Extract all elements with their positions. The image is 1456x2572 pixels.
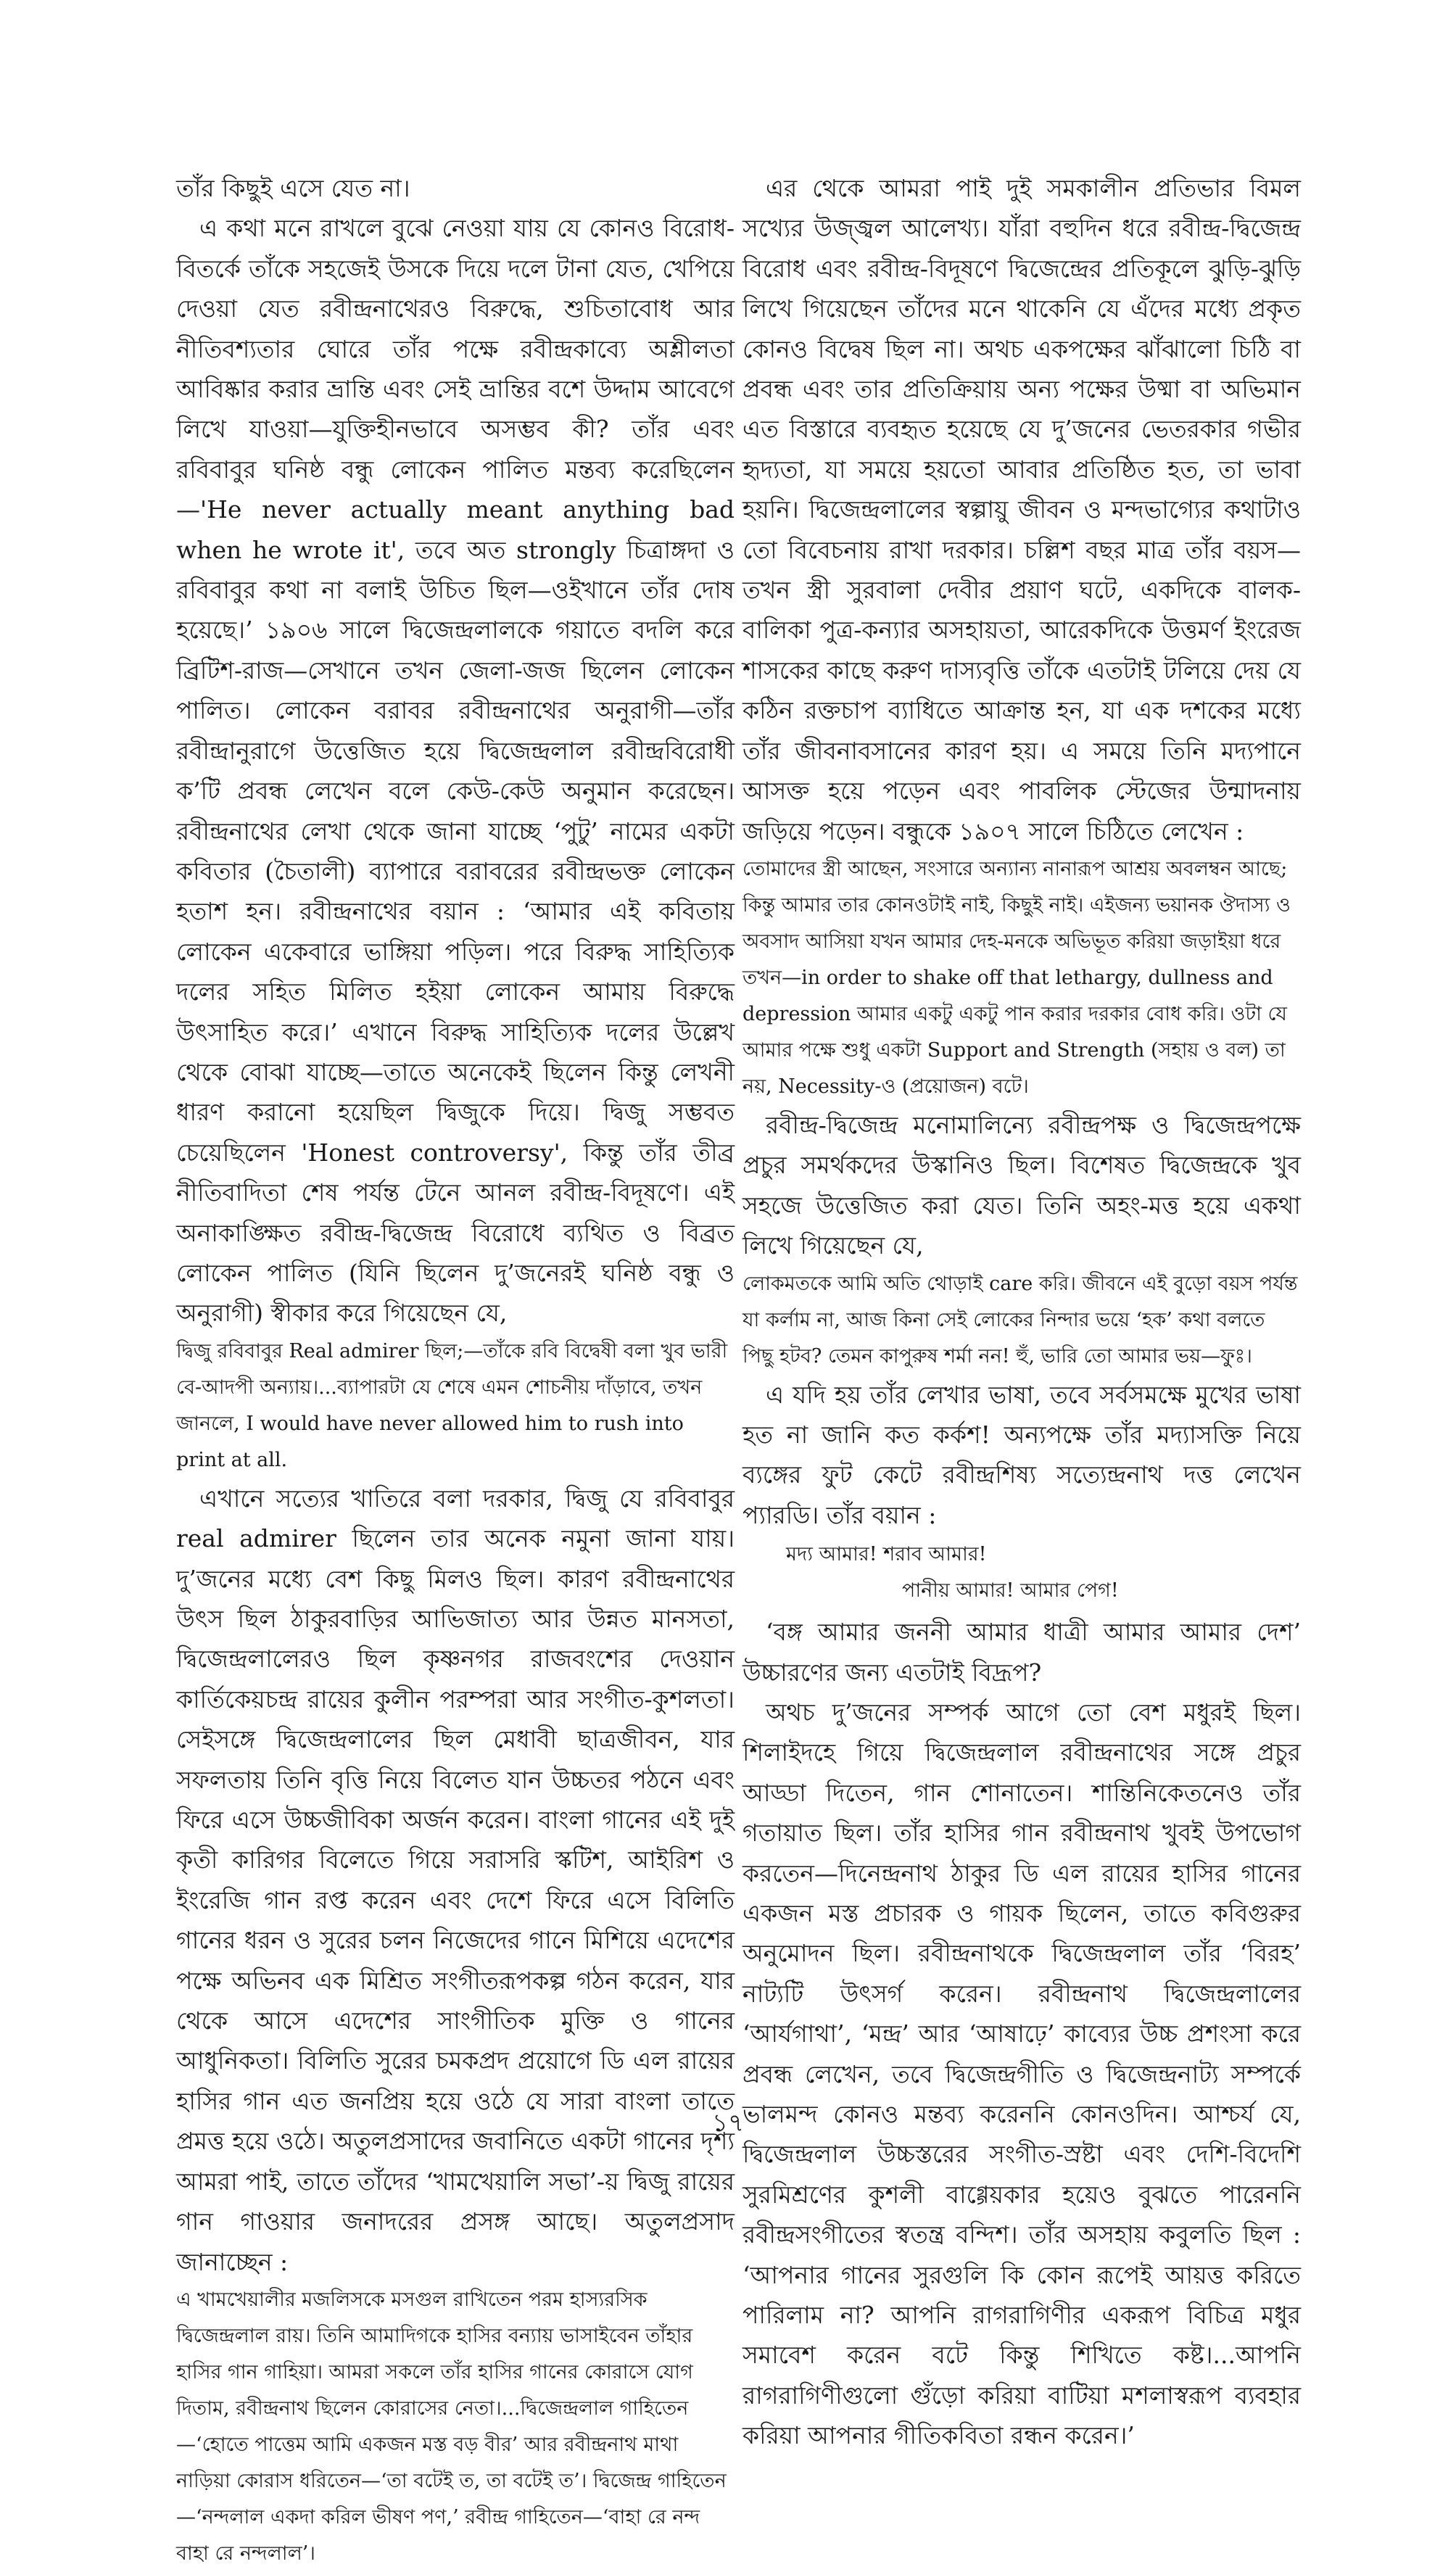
block-quote: লোকমতকে আমি অতি থোড়াই care করি। জীবনে এই বুড়ো বয়স পর্যন্ত যা কর্লাম না, আজ কিনা সেই লোকের নিন্দার ভয়ে ‘হক’ কথা বলতে পিছু হটব? তেমন কাপুরুষ শর্মা নন! হুঁ, ভারি তো আমার ভয়—ফুঃ। [743, 1272, 1298, 1368]
block-quote: এ খামখেয়ালীর মজলিসকে মসগুল রাখিতেন পরম হাস্যরসিক দ্বিজেন্দ্রলাল রায়। তিনি আমাদিগকে হাসির বন্যায় ভাসাইবেন তাঁহার হাসির গান গাহিয়া। আমরা সকলে তাঁর হাসির গানের কোরাসে যোগ দিতাম, রবীন্দ্রনাথ ছিলেন কোরাসের নেতা।...দ্বিজেন্দ্রলাল গাহিতেন—‘হোতে পাত্তেম আমি একজন মস্ত বড় বীর’ আর রবীন্দ্রনাথ মাথা নাড়িয়া কোরাস ধরিতেন—‘তা বটেই ত, তা বটেই ত’। দ্বিজেন্দ্র গাহিতেন—‘নন্দলাল একদা করিল ভীষণ পণ,’ রবীন্দ্র গাহিতেন—‘বাহা রে নন্দ বাহা রে নন্দলাল’। [176, 2288, 727, 2565]
paragraph: ‘বঙ্গ আমার জননী আমার ধাত্রী আমার আমার দেশ’ উচ্চারণের জন্য এতটাই বিদ্রূপ? [743, 1618, 1301, 1687]
block-quote: দ্বিজু রবিবাবুর Real admirer ছিল;—তাঁকে রবি বিদ্বেষী বলা খুব ভারী বে-আদপী অন্যায়।...ব্যাপারটা যে শেষে এমন শোচনীয় দাঁড়াবে, তখন জানলে, I would have never allowed him to rush into print at all. [176, 1339, 728, 1471]
paragraph: এ কথা মনে রাখলে বুঝে নেওয়া যায় যে কোনও বিরোধ-বিতর্কে তাঁকে সহজেই উসকে দিয়ে দলে টানা যেত, খেপিয়ে দেওয়া যেত রবীন্দ্রনাথেরও বিরুদ্ধে, শুচিতাবোধ আর নীতিবশ্যতার ঘোরে তাঁর পক্ষে রবীন্দ্রকাব্যে অশ্লীলতা আবিষ্কার করার ভ্রান্তি এবং সেই ভ্রান্তির বশে উদ্দাম আবেগে লিখে যাওয়া—যুক্তিহীনভাবে অসম্ভব কী? তাঁর এবং রবিবাবুর ঘনিষ্ঠ বন্ধু লোকেন পালিত মন্তব্য করেছিলেন—'He never actually meant anything bad when he wrote it', তবে অত strongly চিত্রাঙ্গদা ও রবিবাবুর কথা না বলাই উচিত ছিল—ওইখানে তাঁর দোষ হয়েছে।’ ১৯০৬ সালে দ্বিজেন্দ্রলালকে গয়াতে বদলি করে ব্রিটিশ-রাজ—সেখানে তখন জেলা-জজ ছিলেন লোকেন পালিত। লোকেন বরাবর রবীন্দ্রনাথের অনুরাগী—তাঁর রবীন্দ্রানুরাগে উত্তেজিত হয়ে দ্বিজেন্দ্রলাল রবীন্দ্রবিরোধী ক’টি প্রবন্ধ লেখেন বলে কেউ-কেউ অনুমান করেছেন। রবীন্দ্রনাথের লেখা থেকে জানা যাচ্ছে ‘পুটু’ নামের একটা কবিতার (চৈতালী) ব্যাপারে বরাবরের রবীন্দ্রভক্ত লোকেন হতাশ হন। রবীন্দ্রনাথের বয়ান : ‘আমার এই কবিতায় লোকেন একেবারে ভাঙ্গিয়া পড়িল। পরে বিরুদ্ধ সাহিত্যিক দলের সহিত মিলিত হইয়া লোকেন আমায় বিরুদ্ধে উৎসাহিত করে।’ এখানে বিরুদ্ধ সাহিত্যিক দলের উল্লেখ থেকে বোঝা যাচ্ছে—তাতে অনেকেই ছিলেন কিন্তু লেখনী ধারণ করানো হয়েছিল দ্বিজুকে দিয়ে। দ্বিজু সম্ভবত চেয়েছিলেন 'Honest controversy', কিন্তু তাঁর তীব্র নীতিবাদিতা শেষ পর্যন্ত টেনে আনল রবীন্দ্র-বিদূষণে। এই অনাকাঙ্ক্ষিত রবীন্দ্র-দ্বিজেন্দ্র বিরোধে ব্যথিত ও বিব্রত লোকেন পালিত (যিনি ছিলেন দু’জনেরই ঘনিষ্ঠ বন্ধু ও অনুরাগী) স্বীকার করে গিয়েছেন যে, [176, 214, 735, 1328]
block-quote: তোমাদের স্ত্রী আছেন, সংসারে অন্যান্য নানারূপ আশ্রয় অবলম্বন আছে; কিন্তু আমার তার কোনওটাই নাই, কিছুই নাই। এইজন্য ভয়ানক ঔদাস্য ও অবসাদ আসিয়া যখন আমার দেহ-মনকে অভিভূত করিয়া জড়াইয়া ধরে তখন—in order to shake off that lethargy, dullness and depression আমার একটু একটু পান করার দরকার বোধ করি। ওটা যে আমার পক্ষে শুধু একটা Support and Strength (সহায় ও বল) তা নয়, Necessity-ও (প্রয়োজন) বটে। [743, 857, 1291, 1098]
paragraph: এখানে সত্যের খাতিরে বলা দরকার, দ্বিজু যে রবিবাবুর real admirer ছিলেন তার অনেক নমুনা জানা যায়। দু’জনের মধ্যে বেশ কিছু মিলও ছিল। কারণ রবীন্দ্রনাথের উৎস ছিল ঠাকুরবাড়ির আভিজাত্য আর উন্নত মানসতা, দ্বিজেন্দ্রলালেরও ছিল কৃষ্ণনগর রাজবংশের দেওয়ান কার্তিকেয়চন্দ্র রায়ের কুলীন পরম্পরা আর সংগীত-কুশলতা। সেইসঙ্গে দ্বিজেন্দ্রলালের ছিল মেধাবী ছাত্রজীবন, যার সফলতায় তিনি বৃত্তি নিয়ে বিলেত যান উচ্চতর পঠনে এবং ফিরে এসে উচ্চজীবিকা অর্জন করেন। বাংলা গানের এই দুই কৃতী কারিগর বিলেতে গিয়ে সরাসরি স্কটিশ, আইরিশ ও ইংরেজি গান রপ্ত করেন এবং দেশে ফিরে এসে বিলিতি গানের ধরন ও সুরের চলন নিজেদের গানে মিশিয়ে এদেশের পক্ষে অভিনব এক মিশ্রিত সংগীতরূপকল্প গঠন করেন, যার থেকে আসে এদেশের সাংগীতিক মুক্তি ও গানের আধুনিকতা। বিলিতি সুরের চমকপ্রদ প্রয়োগে ডি এল রায়ের হাসির গান এত জনপ্রিয় হয়ে ওঠে যে সারা বাংলা তাতে প্রমত্ত হয়ে ওঠে। অতুলপ্রসাদের জবানিতে একটা গানের দৃশ্য আমরা পাই, তাতে তাঁদের ‘খামখেয়ালি সভা’-য় দ্বিজু রায়ের গান গাওয়ার জনাদরের প্রসঙ্গ আছে। অতুলপ্রসাদ জানাচ্ছেন : [176, 1484, 735, 2276]
paragraph: এর থেকে আমরা পাই দুই সমকালীন প্রতিভার বিমল সখ্যের উজ্জ্বল আলেখ্য। যাঁরা বহুদিন ধরে রবীন্দ্র-দ্বিজেন্দ্র বিরোধ এবং রবীন্দ্র-বিদূষণে দ্বিজেন্দ্রের প্রতিকূলে ঝুড়ি-ঝুড়ি লিখে গিয়েছেন তাঁদের মনে থাকেনি যে এঁদের মধ্যে প্রকৃত কোনও বিদ্বেষ ছিল না। অথচ একপক্ষের ঝাঁঝালো চিঠি বা প্রবন্ধ এবং তার প্রতিক্রিয়ায় অন্য পক্ষের উষ্মা বা অভিমান এত বিস্তারে ব্যবহৃত হয়েছে যে দু’জনের ভেতরকার গভীর হৃদ্যতা, যা সময়ে হয়তো আবার প্রতিষ্ঠিত হত, তা ভাবা হয়নি। দ্বিজেন্দ্রলালের স্বল্পায়ু জীবন ও মন্দভাগ্যের কথাটাও তো বিবেচনায় রাখা দরকার। চল্লিশ বছর মাত্র তাঁর বয়স—তখন স্ত্রী সুরবালা দেবীর প্রয়াণ ঘটে, একদিকে বালক-বালিকা পুত্র-কন্যার অসহায়তা, আরেকদিকে উত্তমর্ণ ইংরেজ শাসকের কাছে করুণ দাস্যবৃত্তি তাঁকে এতটাই টলিয়ে দেয় যে কঠিন রক্তচাপ ব্যাধিতে আক্রান্ত হন, যা এক দশকের মধ্যে তাঁর জীবনাবসানের কারণ হয়। এ সময়ে তিনি মদ্যপানে আসক্ত হয়ে পড়েন এবং পাবলিক স্টেজের উন্মাদনায় জড়িয়ে পড়েন। বন্ধুকে ১৯০৭ সালে চিঠিতে লেখেন : [743, 174, 1301, 845]
left-column [176, 168, 735, 2572]
poem-line: পানীয় আমার! আমার পেগ! [902, 1579, 1119, 1603]
paragraph: অথচ দু’জনের সম্পর্ক আগে তো বেশ মধুরই ছিল। শিলাইদহে গিয়ে দ্বিজেন্দ্রলাল রবীন্দ্রনাথের সঙ্গে প্রচুর আড্ডা দিতেন, গান শোনাতেন। শান্তিনিকেতনেও তাঁর গতায়াত ছিল। তাঁর হাসির গান রবীন্দ্রনাথ খুবই উপভোগ করতেন—দিনেন্দ্রনাথ ঠাকুর ডি এল রায়ের হাসির গানের একজন মস্ত প্রচারক ও গায়ক ছিলেন, তাতে কবিগুরুর অনুমোদন ছিল। রবীন্দ্রনাথকে দ্বিজেন্দ্রলাল তাঁর ‘বিরহ’ নাট্যটি উৎসর্গ করেন। রবীন্দ্রনাথ দ্বিজেন্দ্রলালের ‘আর্যগাথা’, ‘মন্দ্র’ আর ‘আষাঢ়ে’ কাব্যের উচ্চ প্রশংসা করে প্রবন্ধ লেখেন, তবে দ্বিজেন্দ্রগীতি ও দ্বিজেন্দ্রনাট্য সম্পর্কে ভালমন্দ কোনও মন্তব্য করেননি কোনওদিন। আশ্চর্য যে, দ্বিজেন্দ্রলাল উচ্চস্তরের সংগীত-স্রষ্টা এবং দেশি-বিদেশি সুরমিশ্রণের কুশলী বাগ্গেয়কার হয়েও বুঝতে পারেননি রবীন্দ্রসংগীতের স্বতন্ত্র বন্দিশ। তাঁর অসহায় কবুলতি ছিল : ‘আপনার গানের সুরগুলি কি কোন রূপেই আয়ত্ত করিতে পারিলাম না? আপনি রাগরাগিণীর একরূপ বিচিত্র মধুর সমাবেশ করেন বটে কিন্তু শিখিতে কষ্ট।...আপনি রাগরাগিণীগুলো গুঁড়ো করিয়া বাটিয়া মশলাস্বরূপ ব্যবহার করিয়া আপনার গীতিকবিতা রন্ধন করেন।’ [743, 1698, 1301, 2450]
poem-line: মদ্য আমার! শরাব আমার! [786, 1543, 987, 1566]
paragraph: রবীন্দ্র-দ্বিজেন্দ্র মনোমালিন্যে রবীন্দ্রপক্ষ ও দ্বিজেন্দ্রপক্ষে প্রচুর সমর্থকদের উস্কানিও ছিল। বিশেষত দ্বিজেন্দ্রকে খুব সহজে উত্তেজিত করা যেত। তিনি অহং-মত্ত হয়ে একথা লিখে গিয়েছেন যে, [743, 1110, 1301, 1260]
page-number: ১৭ [711, 2109, 745, 2138]
paragraph: তাঁর কিছুই এসে যেত না। [176, 174, 410, 202]
paragraph: এ যদি হয় তাঁর লেখার ভাষা, তবে সর্বসমক্ষে মুখের ভাষা হত না জানি কত কর্কশ! অন্যপক্ষে তাঁর মদ্যাসক্তি নিয়ে ব্যঙ্গের ফুট কেটে রবীন্দ্রশিষ্য সত্যেন্দ্রনাথ দত্ত লেখেন প্যারডি। তাঁর বয়ান : [743, 1380, 1301, 1529]
poem-quote [786, 1537, 1301, 1609]
